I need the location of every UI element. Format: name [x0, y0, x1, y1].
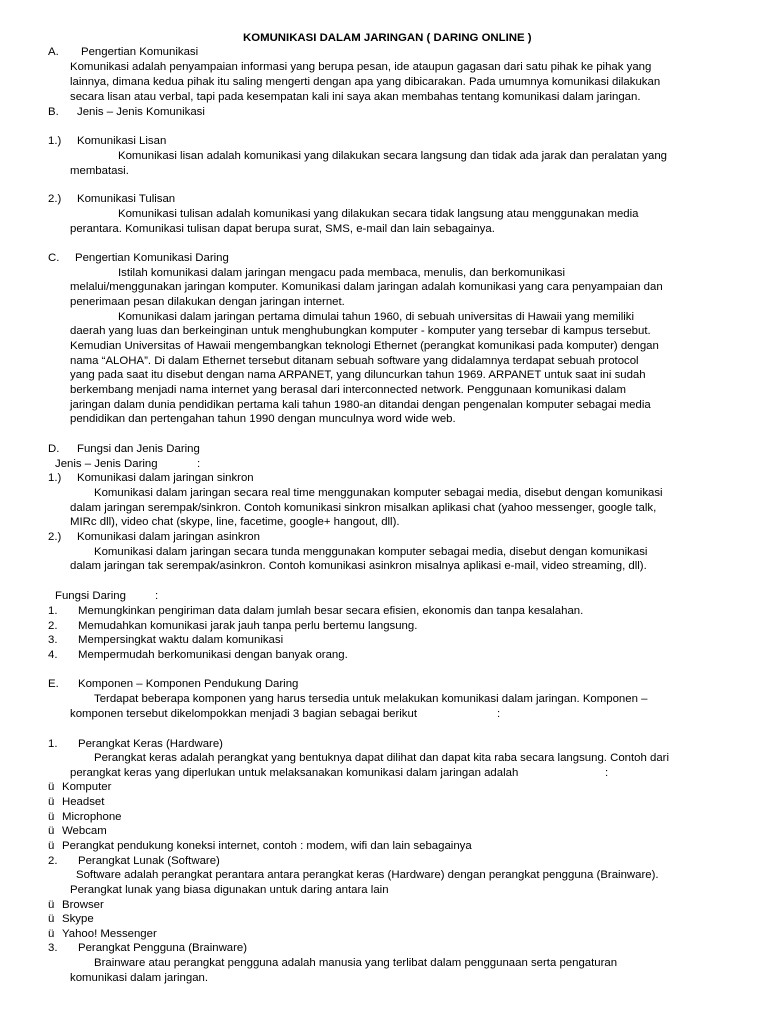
hardware-line: perangkat keras yang diperlukan untuk melaksanakan komunikasi dalam jaringan adalah	[70, 767, 519, 779]
section-b-heading: Jenis – Jenis Komunikasi	[77, 106, 205, 118]
section-d-item2-marker: 2.)	[48, 531, 62, 543]
bullet-glyph: ü	[48, 781, 55, 793]
software-bullet: Skype	[62, 913, 94, 925]
section-c-line: yang pada saat itu disebut dengan nama ARPANET, yang diluncurkan tahun 1969. ARPANET untuk saat ini sudah	[70, 369, 646, 381]
section-b-item1-line: membatasi.	[70, 165, 129, 177]
section-d-item1-line: Komunikasi dalam jaringan secara real time menggunakan komputer sebagai media, disebut dengan komunikasi	[94, 487, 663, 499]
hardware-bullet: Komputer	[62, 781, 112, 793]
software-marker: 2.	[48, 855, 58, 867]
section-e-heading: Komponen – Komponen Pendukung Daring	[78, 678, 299, 690]
brainware-heading: Perangkat Pengguna (Brainware)	[78, 942, 248, 954]
software-bullet: Browser	[62, 899, 104, 911]
section-b-item2-marker: 2.)	[48, 193, 62, 205]
section-b-item2-heading: Komunikasi Tulisan	[77, 193, 176, 205]
section-d-item2-line: dalam jaringan tak serempak/asinkron. Contoh komunikasi asinkron misalnya aplikasi e-mail, video streaming, dll).	[70, 560, 647, 572]
fungsi-label: Fungsi Daring	[55, 590, 126, 602]
section-c-line: nama “ALOHA”. Di dalam Ethernet tersebut ditanam sebuah software yang didalamnya terdapat sebuah protocol	[70, 355, 639, 367]
section-b-item1-marker: 1.)	[48, 135, 62, 147]
section-c-line: penerimaan pesan dilakukan dengan jaringan internet.	[70, 296, 345, 308]
hardware-bullet: Webcam	[62, 825, 107, 837]
bullet-glyph: ü	[48, 796, 55, 808]
section-c-marker: C.	[48, 252, 60, 264]
section-c-line: jaringan dalam dunia pendidikan pertama kali tahun 1980-an ditandai dengan pengenalan komputer sebagai media	[70, 399, 651, 411]
bullet-glyph: ü	[48, 928, 55, 940]
section-a-line: Komunikasi adalah penyampaian informasi yang berupa pesan, ide ataupun gagasan dari satu pihak ke pihak yang	[70, 61, 652, 73]
section-e-intro-line: Terdapat beberapa komponen yang harus tersedia untuk melakukan komunikasi dalam jaringan. Komponen –	[94, 693, 648, 705]
bullet-glyph: ü	[48, 840, 55, 852]
hardware-marker: 1.	[48, 738, 58, 750]
bullet-glyph: ü	[48, 913, 55, 925]
fungsi-item-text: Memungkinkan pengiriman data dalam jumlah besar secara efisien, ekonomis dan tanpa kesalahan.	[78, 605, 584, 617]
section-c-line: Kemudian Universitas of Hawaii mengembangkan teknologi Ethernet (perangkat komunikasi pada komputer) dengan	[70, 340, 659, 352]
software-bullet: Yahoo! Messenger	[62, 928, 157, 940]
section-c-line: melalui/menggunakan jaringan komputer. Komunikasi dalam jaringan adalah komunikasi yang cara penyampaian dan	[70, 281, 663, 293]
section-b-item1-line: Komunikasi lisan adalah komunikasi yang dilakukan secara langsung dan tidak ada jarak dan peralatan yang	[118, 150, 668, 162]
section-d-item1-marker: 1.)	[48, 472, 62, 484]
fungsi-colon: :	[155, 590, 159, 602]
fungsi-item-text: Mempermudah berkomunikasi dengan banyak orang.	[78, 649, 348, 661]
section-d-item2-line: Komunikasi dalam jaringan secara tunda menggunakan komputer sebagai media, disebut dengan komunikasi	[94, 546, 648, 558]
fungsi-item-marker: 2.	[48, 620, 58, 632]
section-d-marker: D.	[48, 443, 60, 455]
section-a-heading: Pengertian Komunikasi	[81, 46, 199, 58]
brainware-line: Brainware atau perangkat pengguna adalah manusia yang terlibat dalam penggunaan serta pengaturan	[94, 957, 618, 969]
section-d-jenis-colon: :	[197, 458, 201, 470]
document-title: KOMUNIKASI DALAM JARINGAN ( DARING ONLINE )	[243, 32, 532, 44]
fungsi-item-marker: 3.	[48, 634, 58, 646]
hardware-bullet: Headset	[62, 796, 105, 808]
hardware-bullet: Perangkat pendukung koneksi internet, contoh : modem, wifi dan lain sebagainya	[62, 840, 472, 852]
section-d-item1-line: dalam jaringan serempak/sinkron. Contoh komunikasi sinkron misalkan aplikasi chat (yahoo messenger, google talk,	[70, 502, 657, 514]
hardware-bullet: Microphone	[62, 811, 122, 823]
bullet-glyph: ü	[48, 825, 55, 837]
section-b-marker: B.	[48, 106, 59, 118]
section-a-marker: A.	[48, 46, 59, 58]
fungsi-item-marker: 1.	[48, 605, 58, 617]
section-d-item2-heading: Komunikasi dalam jaringan asinkron	[77, 531, 260, 543]
section-c-heading: Pengertian Komunikasi Daring	[75, 252, 229, 264]
section-d-item1-heading: Komunikasi dalam jaringan sinkron	[77, 472, 254, 484]
software-line: Perangkat lunak yang biasa digunakan untuk daring antara lain	[70, 884, 389, 896]
section-d-item1-line: MIRc dll), video chat (skype, line, facetime, google+ hangout, dll).	[70, 516, 400, 528]
section-a-line: secara lisan atau verbal, tapi pada kesempatan kali ini saya akan membahas tentang komunikasi dalam jaringan.	[70, 91, 641, 103]
section-d-jenis-label: Jenis – Jenis Daring	[55, 458, 158, 470]
software-heading: Perangkat Lunak (Software)	[78, 855, 220, 867]
hardware-colon: :	[605, 767, 609, 779]
section-e-marker: E.	[48, 678, 59, 690]
bullet-glyph: ü	[48, 811, 55, 823]
fungsi-item-text: Memudahkan komunikasi jarak jauh tanpa perlu bertemu langsung.	[78, 620, 418, 632]
fungsi-item-text: Mempersingkat waktu dalam komunikasi	[78, 634, 284, 646]
section-c-line: Komunikasi dalam jaringan pertama dimulai tahun 1960, di sebuah universitas di Hawaii yang memiliki	[118, 311, 635, 323]
fungsi-item-marker: 4.	[48, 649, 58, 661]
brainware-line: komunikasi dalam jaringan.	[70, 972, 209, 984]
hardware-line: Perangkat keras adalah perangkat yang bentuknya dapat dilihat dan dapat kita raba secara langsung. Contoh dari	[94, 752, 669, 764]
section-c-line: Istilah komunikasi dalam jaringan mengacu pada membaca, menulis, dan berkomunikasi	[118, 267, 565, 279]
section-a-line: lainnya, dimana kedua pihak itu saling mengerti dengan apa yang dibicarakan. Pada umumnya komunikasi dilakukan	[70, 76, 661, 88]
software-line: Software adalah perangkat perantara antara perangkat keras (Hardware) dengan perangkat pengguna (Brainware).	[76, 869, 659, 881]
section-c-line: berkembang menjadi nama internet yang berasal dari interconnected network. Penggunaan komunikasi dalam	[70, 384, 626, 396]
section-d-heading: Fungsi dan Jenis Daring	[77, 443, 200, 455]
brainware-marker: 3.	[48, 942, 58, 954]
section-b-item2-line: Komunikasi tulisan adalah komunikasi yang dilakukan secara tidak langsung atau menggunakan media	[118, 208, 639, 220]
hardware-heading: Perangkat Keras (Hardware)	[78, 738, 223, 750]
bullet-glyph: ü	[48, 899, 55, 911]
section-e-intro-line: komponen tersebut dikelompokkan menjadi 3 bagian sebagai berikut	[70, 708, 418, 720]
section-c-line: daerah yang luas dan berkeinginan untuk menghubungkan komputer - komputer yang tersebar di kampus tersebut.	[70, 325, 651, 337]
section-e-intro-colon: :	[497, 708, 501, 720]
section-b-item2-line: perantara. Komunikasi tulisan dapat berupa surat, SMS, e-mail dan lain sebagainya.	[70, 223, 495, 235]
section-b-item1-heading: Komunikasi Lisan	[77, 135, 167, 147]
section-c-line: pendidikan dan pertengahan tahun 1990 dengan munculnya word wide web.	[70, 413, 456, 425]
